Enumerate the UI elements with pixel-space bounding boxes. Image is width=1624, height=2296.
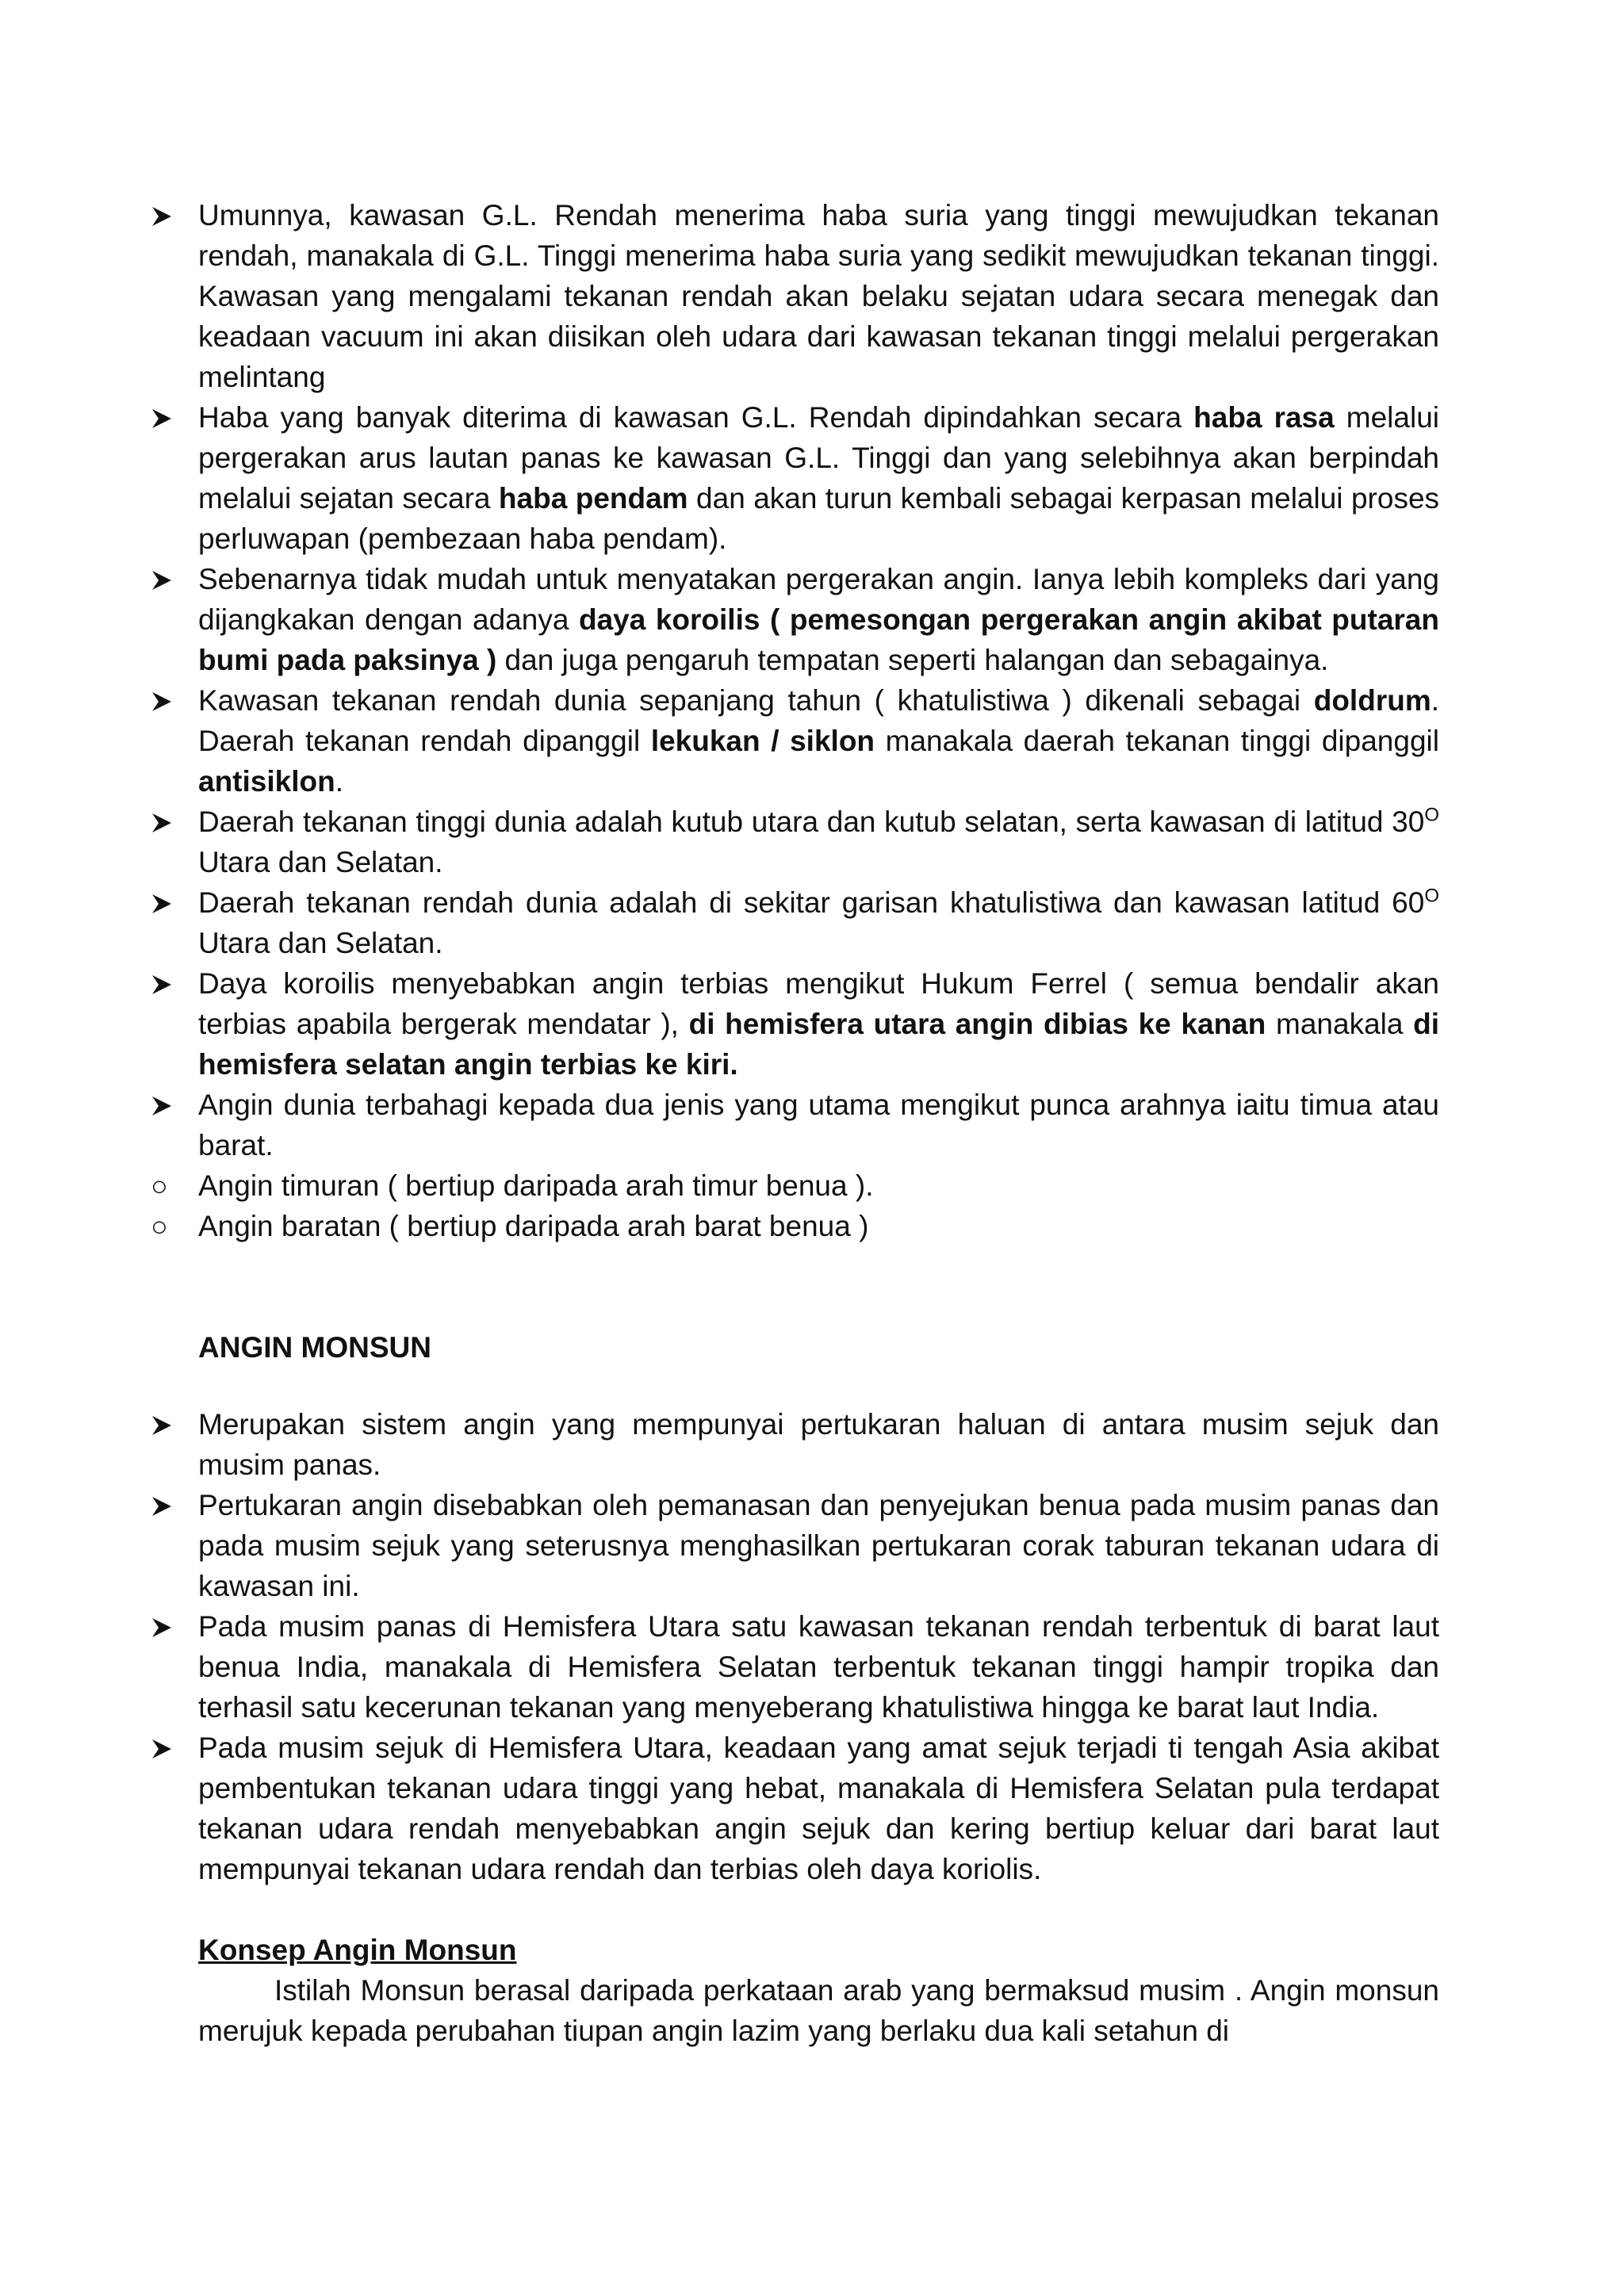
- text-segment: Pada musim panas di Hemisfera Utara satu kawasan tekanan rendah terbentuk di barat laut benua India, manakala di Hemisfera Selatan terbentuk tekanan tinggi hampir tropika dan terhasil satu kecerunan tekanan yang menyeberang khatulistiwa hingga ke barat laut India.: [198, 1610, 1439, 1724]
- bullet-list-angin: [151, 195, 1439, 1246]
- bullet-item: [151, 1728, 1439, 1889]
- bullet-item: [151, 1206, 1439, 1246]
- text-segment: Angin baratan ( bertiup daripada arah barat benua ): [198, 1210, 869, 1242]
- arrow-bullet-icon: [151, 802, 190, 834]
- bold-text: di hemisfera selatan angin terbias ke kiri.: [198, 1008, 1439, 1081]
- arrow-bullet-icon: [151, 195, 190, 228]
- text-segment: manakala daerah tekanan tinggi dipanggil: [875, 725, 1439, 757]
- text-segment: Angin dunia terbahagi kepada dua jenis yang utama mengikut punca arahnya iaitu timua atau barat.: [198, 1089, 1439, 1161]
- bullet-item: [151, 963, 1439, 1085]
- arrow-bullet-icon: [151, 559, 190, 591]
- section-heading: ANGIN MONSUN: [198, 1331, 431, 1364]
- arrow-bullet-icon: [151, 1485, 190, 1517]
- text-segment: Utara dan Selatan.: [198, 846, 443, 878]
- degree-superscript: O: [1424, 804, 1439, 826]
- circle-bullet-icon: ○: [151, 1169, 168, 1202]
- paragraph-konsep: Istilah Monsun berasal daripada perkataan arab yang bermaksud musim . Angin monsun merujuk kepada perubahan tiupan angin lazim yang berlaku dua kali setahun di: [198, 1974, 1439, 2047]
- text-segment: Kawasan tekanan rendah dunia sepanjang tahun ( khatulistiwa ) dikenali sebagai: [198, 684, 1314, 717]
- text-segment: Pertukaran angin disebabkan oleh pemanasan dan penyejukan benua pada musim panas dan pada musim sejuk yang seterusnya menghasilkan pertukaran corak taburan tekanan udara di kawasan ini.: [198, 1489, 1439, 1602]
- bullet-item: [151, 882, 1439, 963]
- arrow-bullet-icon: [151, 1728, 190, 1760]
- bold-text: haba rasa: [1193, 401, 1335, 434]
- bullet-item: [151, 397, 1439, 559]
- bullet-item: [151, 1085, 1439, 1165]
- text-segment: melalui pergerakan arus lautan panas ke kawasan G.L. Tinggi dan yang selebihnya akan berpindah melalui sejatan secara: [198, 401, 1439, 515]
- text-segment: Utara dan Selatan.: [198, 927, 443, 959]
- bullet-item: [151, 802, 1439, 882]
- arrow-bullet-icon: [151, 1606, 190, 1639]
- text-segment: Merupakan sistem angin yang mempunyai pertukaran haluan di antara musim sejuk dan musim panas.: [198, 1408, 1439, 1481]
- bold-text: antisiklon: [198, 765, 335, 798]
- text-segment: Pada musim sejuk di Hemisfera Utara, keadaan yang amat sejuk terjadi ti tengah Asia akibat pembentukan tekanan udara tinggi yang hebat, manakala di Hemisfera Selatan pula terdapat tekanan udara rendah menyebabkan angin sejuk dan kering bertiup keluar dari barat laut mempunyai tekanan udara rendah dan terbias oleh daya koriolis.: [198, 1732, 1439, 1885]
- bullet-list-monsun: [151, 1404, 1439, 1889]
- text-segment: Daya koroilis menyebabkan angin terbias mengikut Hukum Ferrel ( semua bendalir akan terbias apabila bergerak mendatar ),: [198, 967, 1439, 1040]
- text-segment: Umunnya, kawasan G.L. Rendah menerima haba suria yang tinggi mewujudkan tekanan rendah, manakala di G.L. Tinggi menerima haba suria yang sedikit mewujudkan tekanan tinggi. Kawasan yang mengalami tekanan rendah akan belaku sejatan udara secara menegak dan keadaan vacuum ini akan diisikan oleh udara dari kawasan tekanan tinggi melalui pergerakan melintang: [198, 199, 1439, 393]
- text-segment: . Daerah tekanan rendah dipanggil: [198, 684, 1439, 757]
- text-segment: Haba yang banyak diterima di kawasan G.L. Rendah dipindahkan secara: [198, 401, 1194, 434]
- arrow-bullet-icon: [151, 680, 190, 713]
- text-segment: .: [335, 765, 343, 798]
- bold-text: di hemisfera utara angin dibias ke kanan: [688, 1008, 1266, 1040]
- circle-bullet-icon: ○: [151, 1210, 168, 1242]
- text-segment: dan akan turun kembali sebagai kerpasan melalui proses perluwapan (pembezaan haba pendam).: [198, 482, 1440, 555]
- bold-text: daya koroilis ( pemesongan pergerakan angin akibat putaran bumi pada paksinya ): [198, 603, 1439, 676]
- bullet-item: [151, 680, 1439, 802]
- degree-superscript: O: [1424, 885, 1439, 907]
- bullet-item: [151, 559, 1439, 680]
- subheading-konsep: Konsep Angin Monsun: [198, 1934, 517, 1966]
- bullet-item: [151, 1606, 1439, 1728]
- bullet-item: [151, 1404, 1439, 1485]
- text-segment: manakala: [1266, 1008, 1414, 1040]
- bold-text: doldrum: [1313, 684, 1431, 717]
- bullet-item: [151, 195, 1439, 397]
- arrow-bullet-icon: [151, 397, 190, 430]
- arrow-bullet-icon: [151, 882, 190, 915]
- bullet-item: [151, 1485, 1439, 1606]
- text-segment: Daerah tekanan rendah dunia adalah di sekitar garisan khatulistiwa dan kawasan latitud 60: [198, 886, 1425, 919]
- bullet-item: [151, 1165, 1439, 1206]
- page-content: [151, 195, 1439, 2051]
- arrow-bullet-icon: [151, 1404, 190, 1437]
- arrow-bullet-icon: [151, 1085, 190, 1117]
- bold-text: haba pendam: [498, 482, 688, 515]
- text-segment: Angin timuran ( bertiup daripada arah timur benua ).: [198, 1169, 874, 1202]
- arrow-bullet-icon: [151, 963, 190, 996]
- text-segment: Daerah tekanan tinggi dunia adalah kutub utara dan kutub selatan, serta kawasan di latitud 30: [198, 806, 1425, 838]
- bold-text: lekukan / siklon: [650, 725, 875, 757]
- text-segment: dan juga pengaruh tempatan seperti halangan dan sebagainya.: [496, 644, 1329, 676]
- text-segment: Sebenarnya tidak mudah untuk menyatakan pergerakan angin. Ianya lebih kompleks dari yang dijangkakan dengan adanya: [198, 563, 1439, 636]
